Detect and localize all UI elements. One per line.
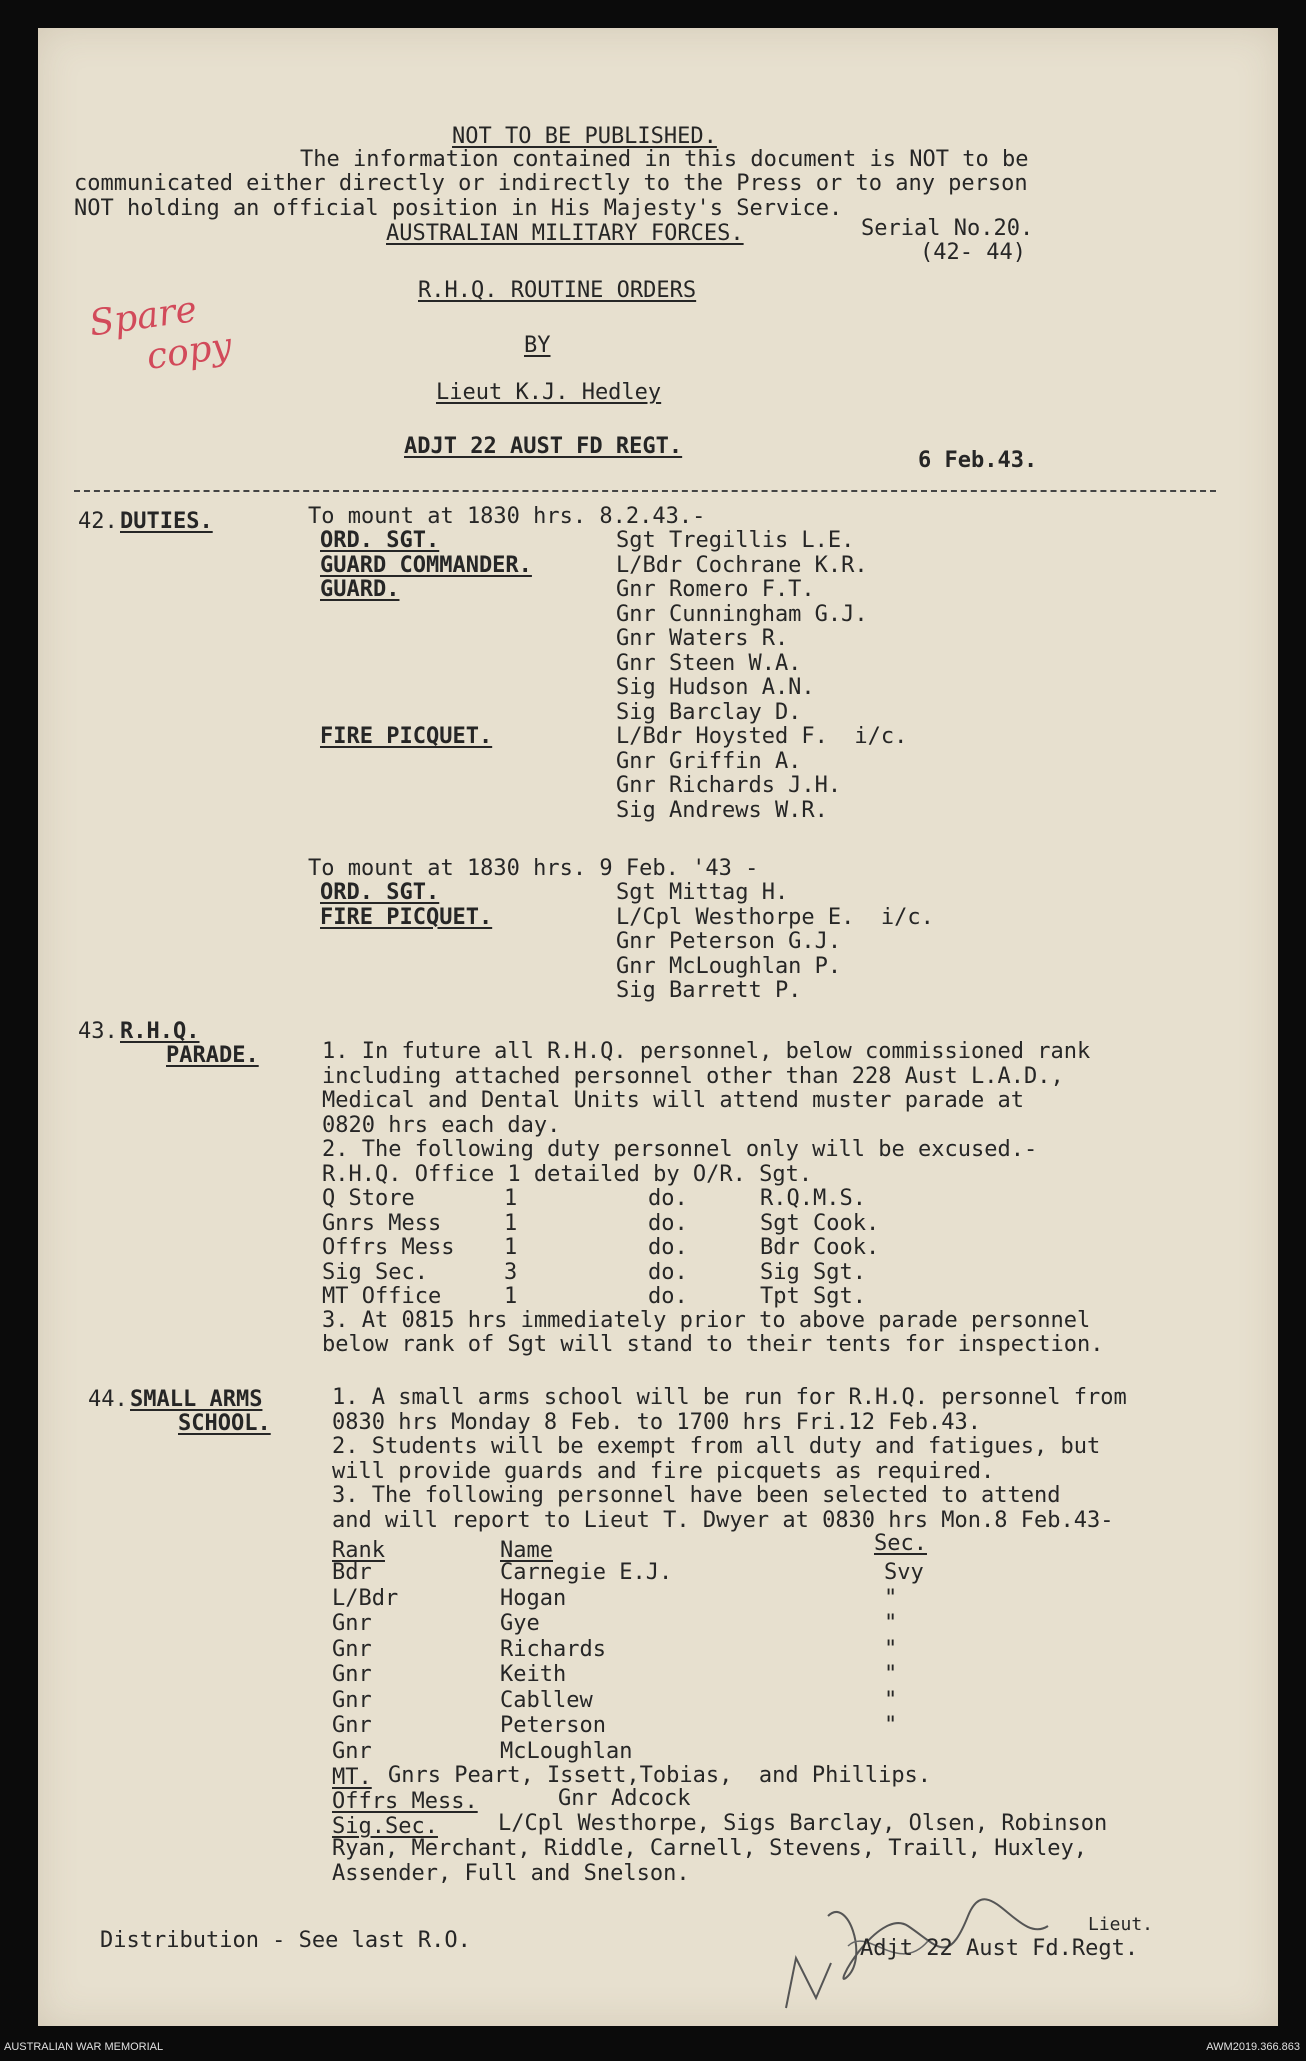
- column-header-rank: Rank: [332, 1538, 385, 1563]
- body-line: 3. The following personnel have been selected to attend: [332, 1483, 1061, 1508]
- officer-role: ADJT 22 AUST FD REGT.: [404, 434, 683, 459]
- document-page: [38, 28, 1278, 2026]
- order-heading: R.H.Q.: [120, 1019, 200, 1044]
- duty-role: GUARD.: [320, 577, 400, 602]
- body-line: 0820 hrs each day.: [322, 1112, 561, 1138]
- student-section: ": [884, 1662, 898, 1687]
- notice-line-1: The information contained in this document is NOT to be: [300, 147, 1029, 172]
- detailed-by: Bdr Cook.: [760, 1235, 880, 1260]
- order-number: 43.: [78, 1019, 118, 1044]
- duty-role: ORD. SGT.: [320, 880, 440, 905]
- student-section: ": [884, 1713, 898, 1738]
- annotation-line-1: Spare: [86, 288, 200, 345]
- student-name: Hogan: [500, 1585, 567, 1611]
- offrs-mess-text: Gnr Adcock: [558, 1786, 691, 1811]
- order-heading: SCHOOL.: [178, 1411, 271, 1436]
- duty-name: L/Cpl Westhorpe E. i/c.: [616, 904, 934, 930]
- duty-name: Sgt Mittag H.: [616, 880, 789, 905]
- ditto-mark: do.: [648, 1259, 688, 1285]
- force-name: AUSTRALIAN MILITARY FORCES.: [386, 221, 744, 246]
- mount-line: To mount at 1830 hrs. 8.2.43.-: [308, 504, 706, 529]
- student-rank: Gnr: [332, 1713, 372, 1738]
- detailed-by: Sig Sgt.: [760, 1259, 866, 1285]
- ditto-mark: do.: [648, 1284, 688, 1309]
- student-rank: Gnr: [332, 1662, 372, 1687]
- divider-rule: [74, 490, 1216, 492]
- excused-unit: MT Office: [322, 1284, 442, 1309]
- orders-title: R.H.Q. ROUTINE ORDERS: [418, 278, 697, 303]
- distribution-note: Distribution - See last R.O.: [100, 1928, 471, 1953]
- duty-name: Gnr Peterson G.J.: [616, 929, 842, 954]
- student-name: Richards: [500, 1636, 606, 1662]
- order-heading: PARADE.: [166, 1043, 259, 1068]
- student-section: Svy: [884, 1560, 924, 1585]
- student-name: Peterson: [500, 1713, 606, 1738]
- duty-name: Sig Barclay D.: [616, 699, 802, 725]
- duty-name: L/Bdr Hoysted F. i/c.: [616, 724, 908, 749]
- duty-name: L/Bdr Cochrane K.R.: [616, 552, 868, 578]
- student-rank: Bdr: [332, 1560, 372, 1585]
- student-name: Gye: [500, 1611, 540, 1636]
- detailed-by: R.Q.M.S.: [760, 1186, 866, 1211]
- duty-name: Sig Andrews W.R.: [616, 797, 828, 823]
- body-line: 1. A small arms school will be run for R.H.Q. personnel from: [332, 1385, 1127, 1410]
- body-line: including attached personnel other than 228 Aust L.A.D.,: [322, 1063, 1064, 1089]
- sig-sec-text: L/Cpl Westhorpe, Sigs Barclay, Olsen, Robinson: [498, 1811, 1108, 1836]
- student-rank: L/Bdr: [332, 1585, 399, 1611]
- detailed-by: Tpt Sgt.: [760, 1284, 866, 1309]
- student-rank: Gnr: [332, 1738, 372, 1764]
- detailed-by: Sgt Cook.: [760, 1210, 880, 1236]
- student-rank: Gnr: [332, 1611, 372, 1636]
- excused-count: 3: [504, 1259, 518, 1285]
- student-section: ": [884, 1636, 898, 1662]
- duty-name: Sig Hudson A.N.: [616, 675, 815, 700]
- excused-unit: Sig Sec.: [322, 1259, 428, 1285]
- excused-count: 1: [504, 1284, 518, 1309]
- duty-role: FIRE PICQUET.: [320, 724, 493, 749]
- notice-line-2: communicated either directly or indirectly to the Press or to any person: [74, 171, 1028, 196]
- sig-sec-text: Assender, Full and Snelson.: [332, 1861, 690, 1886]
- duty-name: Gnr Waters R.: [616, 626, 789, 651]
- duty-name: Gnr Romero F.T.: [616, 577, 815, 602]
- archive-accession: AWM2019.366.863: [1206, 2041, 1300, 2053]
- student-name: McLoughlan: [500, 1738, 633, 1764]
- by-line: BY: [524, 333, 551, 358]
- mount-line: To mount at 1830 hrs. 9 Feb. '43 -: [308, 856, 759, 881]
- archive-caption: AUSTRALIAN WAR MEMORIAL: [4, 2041, 164, 2053]
- signature-role: Adjt 22 Aust Fd.Regt.: [860, 1936, 1139, 1961]
- annotation-line-2: copy: [144, 325, 235, 378]
- duty-name: Sig Barrett P.: [616, 978, 802, 1003]
- body-line: 2. Students will be exempt from all duty and fatigues, but: [332, 1434, 1101, 1459]
- duty-role: GUARD COMMANDER.: [320, 552, 532, 578]
- body-line: 0830 hrs Monday 8 Feb. to 1700 hrs Fri.12 Feb.43.: [332, 1409, 982, 1435]
- duty-name: Gnr Cunningham G.J.: [616, 601, 868, 627]
- body-line: 1. In future all R.H.Q. personnel, below commissioned rank: [322, 1039, 1091, 1064]
- duty-name: Gnr Richards J.H.: [616, 773, 842, 798]
- duty-role: FIRE PICQUET.: [320, 904, 493, 930]
- student-section: ": [884, 1611, 898, 1636]
- order-number: 42.: [78, 509, 118, 534]
- body-line: 3. At 0815 hrs immediately prior to above parade personnel: [322, 1308, 1091, 1333]
- student-name: Cabllew: [500, 1687, 593, 1713]
- student-rank: Gnr: [332, 1687, 372, 1713]
- duty-role: ORD. SGT.: [320, 528, 440, 553]
- excused-unit: Offrs Mess: [322, 1235, 455, 1260]
- order-heading: SMALL ARMS: [130, 1387, 263, 1412]
- duty-name: Gnr McLoughlan P.: [616, 953, 842, 979]
- excused-unit: Q Store: [322, 1186, 415, 1211]
- excused-count: 1: [504, 1235, 518, 1260]
- restriction-heading: NOT TO BE PUBLISHED.: [452, 124, 717, 149]
- excused-unit: Gnrs Mess: [322, 1210, 442, 1236]
- order-number: 44.: [88, 1387, 128, 1412]
- student-name: Keith: [500, 1662, 567, 1687]
- notice-line-3: NOT holding an official position in His Majesty's Service.: [74, 196, 843, 221]
- column-header-sec: Sec.: [874, 1531, 927, 1556]
- student-section: ": [884, 1585, 898, 1611]
- sig-sec-label: Sig.Sec.: [332, 1814, 438, 1839]
- student-name: Carnegie E.J.: [500, 1560, 673, 1585]
- duty-name: Gnr Griffin A.: [616, 748, 802, 774]
- body-line: Medical and Dental Units will attend muster parade at: [322, 1088, 1024, 1113]
- order-date: 6 Feb.43.: [918, 448, 1038, 473]
- sig-sec-text: Ryan, Merchant, Riddle, Carnell, Stevens, Traill, Huxley,: [332, 1836, 1087, 1861]
- serial-number: Serial No.20.: [861, 216, 1034, 241]
- order-heading: DUTIES.: [120, 509, 213, 534]
- body-line: below rank of Sgt will stand to their tents for inspection.: [322, 1332, 1104, 1357]
- body-line: will provide guards and fire picquets as required.: [332, 1458, 995, 1484]
- handwritten-annotation: [87, 285, 234, 385]
- offrs-mess-label: Offrs Mess.: [332, 1789, 478, 1814]
- initials-mark: [776, 1948, 856, 2018]
- signature-rank: Lieut.: [1088, 1914, 1154, 1935]
- officer-name: Lieut K.J. Hedley: [436, 380, 662, 405]
- mt-label: MT.: [332, 1765, 372, 1790]
- student-section: ": [884, 1687, 898, 1713]
- mt-text: Gnrs Peart, Issett,Tobias, and Phillips.: [388, 1763, 932, 1788]
- body-line: R.H.Q. Office 1 detailed by O/R. Sgt.: [322, 1161, 813, 1187]
- body-line: and will report to Lieut T. Dwyer at 0830 hrs Mon.8 Feb.43-: [332, 1507, 1114, 1533]
- serial-range: (42- 44): [920, 240, 1026, 265]
- body-line: 2. The following duty personnel only will be excused.-: [322, 1137, 1038, 1162]
- ditto-mark: do.: [648, 1186, 688, 1211]
- student-rank: Gnr: [332, 1636, 372, 1662]
- ditto-mark: do.: [648, 1210, 688, 1236]
- duty-name: Gnr Steen W.A.: [616, 650, 802, 676]
- duty-name: Sgt Tregillis L.E.: [616, 528, 855, 553]
- ditto-mark: do.: [648, 1235, 688, 1260]
- excused-count: 1: [504, 1210, 518, 1236]
- excused-count: 1: [504, 1186, 518, 1211]
- column-header-name: Name: [500, 1538, 553, 1563]
